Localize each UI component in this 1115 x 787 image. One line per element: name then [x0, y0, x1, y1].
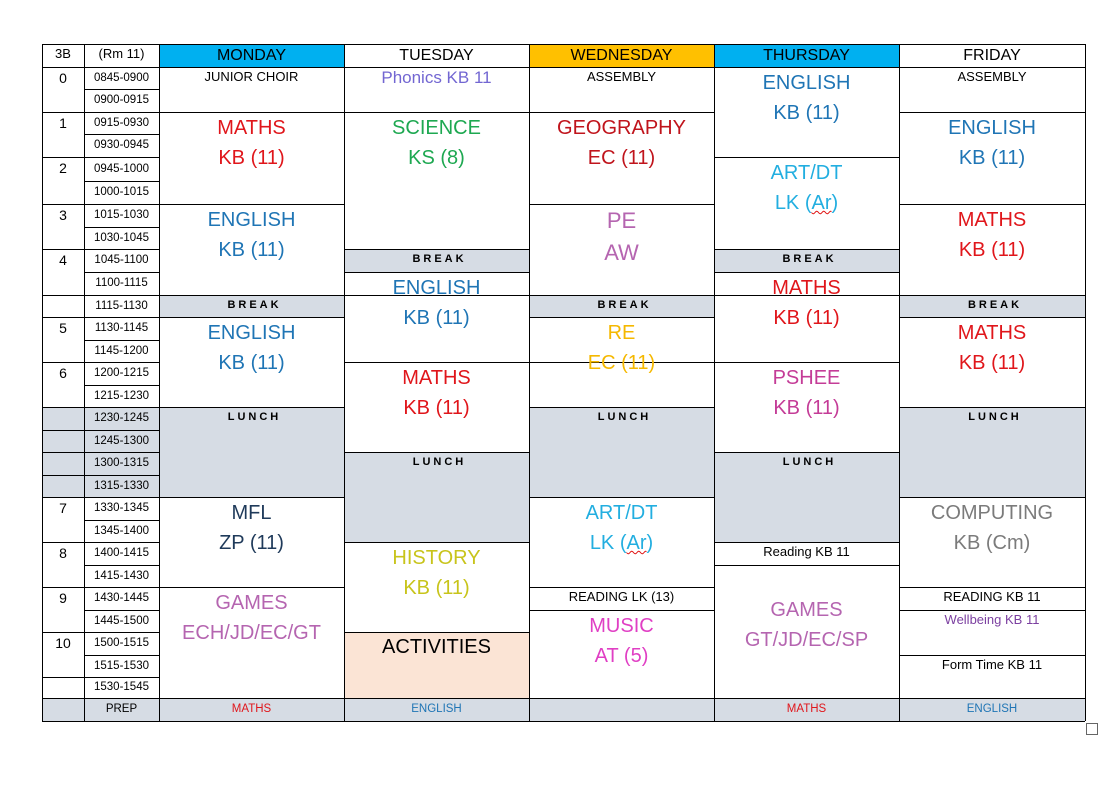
time-slot [84, 181, 159, 204]
thursday-maths [714, 272, 899, 363]
period-number-text: 9 [59, 590, 67, 606]
time-slot [84, 542, 159, 565]
monday-games [159, 587, 344, 678]
lesson-subject: RE [607, 322, 636, 344]
monday-mfl [159, 497, 344, 588]
teacher-code: Ar [811, 192, 832, 214]
teacher-suffix: ) [831, 192, 839, 214]
time-slot [84, 452, 159, 475]
time-slot [84, 67, 159, 89]
time-slot-text: 0930-0945 [94, 139, 149, 151]
lesson-subject: ENGLISH [392, 277, 481, 299]
period-number [42, 542, 84, 587]
lesson-teacher: KB (11) [403, 307, 470, 329]
monday-lunch-text: LUNCH [227, 411, 282, 423]
period-number-text: 5 [59, 320, 67, 336]
wednesday-assembly-text: ASSEMBLY [586, 69, 657, 84]
room-label-text: (Rm 11) [98, 46, 145, 61]
lesson-subject: PE [606, 208, 637, 233]
grid-line [42, 721, 1085, 722]
wednesday-lunch-text: LUNCH [597, 411, 652, 423]
period-number-text: 0 [59, 70, 67, 86]
time-slot [84, 385, 159, 407]
thursday-break-text: BREAK [782, 253, 837, 265]
thursday-prep [714, 698, 899, 721]
lesson-teacher [529, 528, 714, 558]
lesson-subject: ENGLISH [207, 322, 296, 344]
time-slot [84, 587, 159, 610]
period-number-text: 3 [59, 207, 67, 223]
time-slot [84, 295, 159, 317]
thursday-art [714, 157, 899, 250]
friday-wellbeing [899, 610, 1085, 655]
lesson-teacher: ZP (11) [219, 532, 284, 554]
monday-prep [159, 698, 344, 721]
lesson-subject: MATHS [957, 209, 1027, 231]
grid-line [1085, 44, 1086, 721]
thursday-pshee [714, 362, 899, 453]
day-header-monday-text: MONDAY [216, 47, 287, 64]
day-header-tuesday [344, 44, 529, 67]
friday-assembly-text: ASSEMBLY [957, 69, 1027, 84]
lesson-subject: HISTORY [392, 547, 481, 569]
tuesday-phonics [344, 67, 529, 112]
junior-choir-text: JUNIOR CHOIR [204, 69, 299, 84]
tuesday-science [344, 112, 529, 250]
friday-break [899, 295, 1088, 317]
lesson-teacher [714, 188, 899, 218]
period-number-text: 10 [55, 635, 71, 651]
time-slot [84, 677, 159, 698]
lesson-teacher: KB (Cm) [953, 532, 1031, 554]
friday-lunch [899, 407, 1088, 430]
lesson-teacher: KS (8) [408, 147, 465, 169]
wednesday-pe [529, 204, 714, 296]
time-slot-text: 1130-1145 [94, 322, 149, 334]
time-slot [84, 272, 159, 295]
time-slot [84, 112, 159, 134]
period-number [42, 317, 84, 362]
period-number-text: 6 [59, 365, 67, 381]
lesson-teacher: KB (11) [403, 577, 470, 599]
tuesday-lunch-text: LUNCH [412, 456, 467, 468]
period-number-text: 4 [59, 252, 67, 268]
lesson-teacher: KB (11) [218, 352, 285, 374]
lesson-subject: MATHS [772, 277, 841, 299]
day-header-wednesday [529, 44, 714, 67]
thursday-reading [714, 542, 899, 565]
lesson-teacher: AT (5) [594, 645, 649, 667]
lesson-teacher: ECH/JD/EC/GT [182, 622, 321, 644]
time-slot-text: 1000-1015 [94, 186, 149, 198]
day-header-friday-text: FRIDAY [963, 47, 1021, 64]
wednesday-art [529, 497, 714, 588]
friday-english [899, 112, 1085, 205]
tuesday-phonics-text: Phonics KB 11 [381, 68, 492, 87]
thursday-break [714, 249, 902, 272]
grid-line [42, 295, 84, 296]
friday-reading-text: READING KB 11 [943, 589, 1041, 604]
lesson-teacher: KB (11) [958, 239, 1026, 261]
day-header-thursday-text: THURSDAY [763, 47, 850, 64]
time-slot-text: 1230-1245 [94, 412, 149, 424]
room-label [84, 44, 159, 67]
friday-prep [899, 698, 1085, 721]
lesson-teacher: KB (11) [218, 147, 285, 169]
lesson-teacher: KB (11) [958, 147, 1026, 169]
period-number [42, 67, 84, 112]
table-resize-handle[interactable] [1086, 723, 1098, 735]
day-header-tuesday-text: TUESDAY [399, 47, 474, 64]
timetable [42, 44, 1085, 721]
tuesday-lunch [344, 452, 532, 475]
time-slot [84, 157, 159, 181]
period-number-text: 1 [59, 115, 67, 131]
grid-line [42, 407, 84, 408]
tuesday-activities-text: ACTIVITIES [382, 636, 491, 658]
time-slot [84, 497, 159, 520]
time-slot-text: 1400-1415 [94, 547, 149, 559]
lesson-teacher: EC (11) [587, 352, 656, 374]
grid-line [42, 430, 84, 431]
wednesday-reading [529, 587, 714, 610]
wednesday-music [529, 610, 714, 699]
monday-break-text: BREAK [227, 299, 282, 311]
time-slot-text: 1215-1230 [94, 390, 149, 402]
teacher-code: Ar [626, 532, 647, 554]
period-number-text: 2 [59, 160, 67, 176]
time-slot [84, 89, 159, 112]
tuesday-prep-text: ENGLISH [411, 703, 462, 715]
day-header-thursday [714, 44, 899, 67]
time-slot [84, 317, 159, 340]
time-slot [84, 632, 159, 655]
time-slot [84, 475, 159, 497]
time-slot-text: 1100-1115 [95, 277, 148, 289]
friday-prep-text: ENGLISH [966, 703, 1018, 715]
friday-break-text: BREAK [967, 299, 1023, 311]
period-number [42, 632, 84, 677]
time-slot-text: 1430-1445 [94, 592, 149, 604]
time-slot [84, 610, 159, 632]
tuesday-maths [344, 362, 529, 453]
period-number [42, 587, 84, 632]
prep-fill [529, 698, 714, 721]
time-slot-text: 0945-1000 [94, 163, 149, 175]
monday-english-1 [159, 204, 344, 296]
friday-maths-1 [899, 204, 1085, 296]
period-number [42, 249, 84, 295]
lesson-subject: GAMES [770, 599, 843, 621]
wednesday-break [529, 295, 717, 317]
monday-break [159, 295, 347, 317]
thursday-english [714, 67, 899, 158]
lesson-subject: MUSIC [589, 615, 654, 637]
time-slot-text: 1015-1030 [94, 209, 149, 221]
lesson-subject: MATHS [957, 322, 1027, 344]
time-slot [84, 134, 159, 157]
period-number [42, 204, 84, 249]
period-number [42, 112, 84, 157]
lesson-subject: ENGLISH [762, 72, 851, 94]
lesson-teacher: GT/JD/EC/SP [744, 629, 869, 651]
thursday-reading-text: Reading KB 11 [763, 544, 850, 559]
lesson-teacher: KB (11) [773, 102, 840, 124]
time-slot-text: 1200-1215 [94, 367, 149, 379]
thursday-prep-text: MATHS [786, 703, 827, 715]
lesson-subject: ART/DT [770, 162, 843, 184]
time-slot-text: 1345-1400 [94, 525, 149, 537]
time-slot-text: 1500-1515 [94, 637, 149, 649]
lesson-subject: COMPUTING [930, 502, 1054, 524]
day-header-monday [159, 44, 344, 67]
time-slot [84, 249, 159, 272]
time-slot [84, 204, 159, 227]
lesson-teacher: KB (11) [773, 397, 840, 419]
monday-english-2 [159, 317, 344, 408]
monday-lunch [159, 407, 347, 430]
friday-form-time-text: Form Time KB 11 [941, 657, 1043, 672]
grid-line [42, 475, 84, 476]
lesson-teacher: KB (11) [958, 352, 1026, 374]
tuesday-english [344, 272, 529, 363]
thursday-lunch [714, 452, 902, 475]
monday-prep-text: MATHS [231, 703, 272, 715]
tuesday-break [344, 249, 532, 272]
time-slot-text: 0915-0930 [94, 117, 149, 129]
time-slot-text: 0900-0915 [94, 94, 149, 106]
lesson-subject: MATHS [402, 367, 471, 389]
lesson-teacher: KB (11) [403, 397, 470, 419]
period-number-text: 8 [59, 545, 67, 561]
friday-assembly [899, 67, 1085, 112]
friday-form-time [899, 655, 1085, 698]
time-slot-text: 1530-1545 [94, 681, 149, 693]
time-slot-text: 1315-1330 [94, 480, 149, 492]
monday-maths [159, 112, 344, 205]
lesson-subject: GEOGRAPHY [557, 117, 686, 139]
grid-line [42, 452, 84, 453]
wednesday-lunch [529, 407, 717, 430]
teacher-prefix: LK ( [774, 192, 812, 214]
friday-maths-2 [899, 317, 1085, 408]
teacher-prefix: LK ( [589, 532, 627, 554]
time-slot [84, 362, 159, 385]
friday-computing [899, 497, 1085, 588]
time-slot-text: 1445-1500 [94, 615, 149, 627]
tuesday-activities [344, 632, 529, 698]
lesson-subject: MATHS [217, 117, 286, 139]
class-label [42, 44, 84, 67]
lesson-subject: MFL [231, 502, 272, 524]
time-slot-text: 1515-1530 [94, 660, 149, 672]
junior-choir [159, 67, 344, 112]
lesson-subject: PSHEE [772, 367, 841, 389]
wednesday-reading-text: READING LK (13) [568, 589, 675, 604]
wednesday-re [529, 317, 714, 408]
time-slot-text: 1330-1345 [94, 502, 149, 514]
wednesday-geography [529, 112, 714, 205]
wednesday-break-text: BREAK [597, 299, 652, 311]
period-number-text: 7 [59, 500, 67, 516]
time-slot-text: PREP [105, 703, 138, 715]
lesson-subject: SCIENCE [392, 117, 481, 139]
period-number [42, 497, 84, 542]
lesson-teacher: EC (11) [587, 147, 656, 169]
time-slot [84, 565, 159, 587]
teacher-suffix: ) [646, 532, 654, 554]
tuesday-break-text: BREAK [412, 253, 467, 265]
tuesday-history [344, 542, 529, 633]
time-slot [84, 430, 159, 452]
lesson-teacher: KB (11) [773, 307, 840, 329]
time-slot [84, 340, 159, 362]
friday-reading [899, 587, 1085, 610]
day-header-friday [899, 44, 1085, 67]
friday-wellbeing-text: Wellbeing KB 11 [944, 612, 1040, 627]
time-slot-text: 1045-1100 [94, 254, 149, 266]
day-header-wednesday-text: WEDNESDAY [570, 47, 673, 64]
time-slot-text: 1145-1200 [94, 345, 149, 357]
time-slot [84, 407, 159, 430]
class-label-text: 3B [55, 46, 71, 61]
thursday-lunch-text: LUNCH [782, 456, 837, 468]
period-number [42, 362, 84, 407]
time-slot-text: 0845-0900 [94, 72, 149, 84]
time-slot [84, 227, 159, 249]
time-slot-text: 1300-1315 [94, 457, 149, 469]
prep-fill [42, 698, 84, 721]
time-slot [84, 655, 159, 677]
time-slot [84, 520, 159, 542]
lesson-subject: ENGLISH [207, 209, 296, 231]
lesson-teacher: AW [604, 240, 639, 265]
lesson-subject: ENGLISH [948, 117, 1036, 139]
lesson-teacher: KB (11) [218, 239, 285, 261]
prep-label [84, 698, 159, 721]
time-slot-text: 1415-1430 [94, 570, 149, 582]
time-slot-text: 1115-1130 [95, 300, 148, 312]
time-slot-text: 1030-1045 [94, 232, 149, 244]
wednesday-assembly [529, 67, 714, 112]
lesson-subject: GAMES [215, 592, 288, 614]
grid-line [42, 677, 84, 678]
period-number [42, 157, 84, 204]
friday-lunch-text: LUNCH [968, 411, 1022, 423]
lesson-subject: ART/DT [585, 502, 658, 524]
time-slot-text: 1245-1300 [94, 435, 149, 447]
tuesday-prep [344, 698, 529, 721]
